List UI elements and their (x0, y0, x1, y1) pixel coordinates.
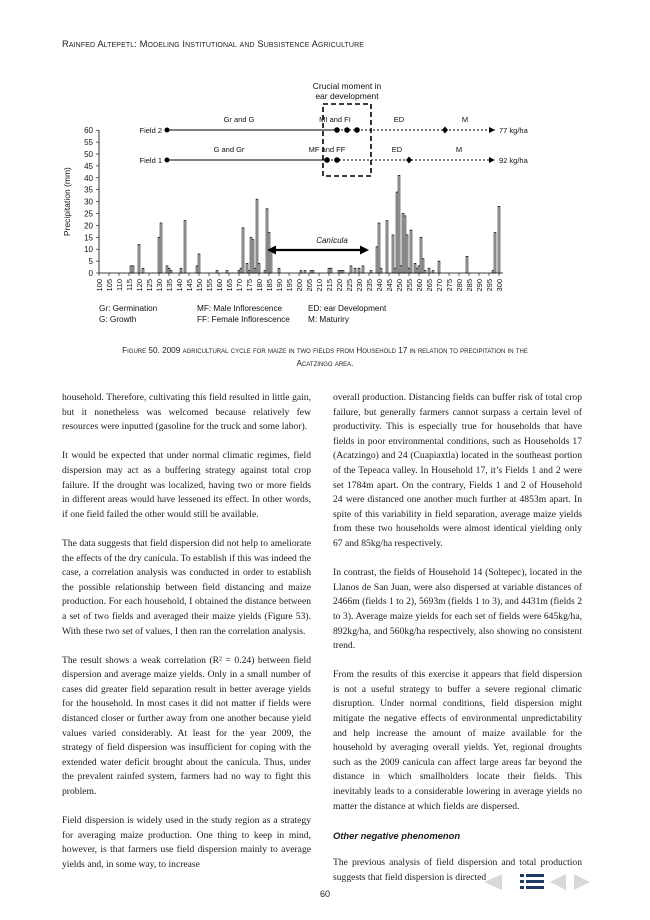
x-tick-label: 100 (95, 279, 104, 292)
x-tick-label: 225 (345, 279, 354, 292)
previous-page-icon[interactable] (550, 874, 566, 890)
precipitation-figure (0, 0, 650, 340)
x-tick-label: 160 (215, 279, 224, 292)
right-column (333, 391, 582, 900)
precipitation-bar (158, 237, 160, 273)
precipitation-bar (312, 271, 314, 273)
x-tick-label: 120 (135, 279, 144, 292)
yield-label: 77 kg/ha (499, 126, 528, 135)
precipitation-bar (414, 263, 416, 273)
paragraph: In contrast, the fields of Household 14 (Soltepec), located in the Llanos de San Juan, were also dispersed at variable distances of 2466m (fields 1 to 2), 5693m (fields 1 to 3), and 4431m (fields 2 to 3). Average maize yields for each set of fields were 645kg/ha, 892kg/ha, and 560kg/ha respectively, also showing no consistent trend. (333, 567, 582, 652)
precipitation-bar (198, 254, 200, 273)
precipitation-bar (498, 206, 500, 273)
precipitation-bar (424, 271, 426, 273)
legend-entry: Gr: Germination (99, 304, 158, 313)
paragraph: It would be expected that under normal climatic regimes, field dispersion may act as a buffering strategy against total crop failure. If the drought was localized, having two or more fields in different areas would have lessened its effect. In other words, if one field failed the other would still be available. (62, 450, 311, 520)
stage-label: G and Gr (213, 145, 245, 154)
precipitation-bar (370, 271, 372, 273)
x-tick-label: 285 (465, 279, 474, 292)
caption-line-2: Acatzingo area. (296, 359, 354, 368)
canicula-label: Canícula (316, 236, 348, 245)
paragraph: household. Therefore, cultivating this field resulted in little gain, but it nonetheless was welcomed because relatively few resources were inputted (gasoline for the truck and some labor). (62, 392, 311, 433)
precipitation-bar (304, 271, 306, 273)
precipitation-bar (240, 268, 242, 273)
x-tick-label: 280 (455, 279, 464, 292)
stage-label: MI and FI (319, 115, 351, 124)
chart-axes (62, 126, 504, 291)
precipitation-bar (138, 244, 140, 273)
precipitation-bar (248, 271, 250, 273)
x-tick-label: 145 (185, 279, 194, 292)
precipitation-bar (264, 271, 266, 273)
precipitation-bar (422, 259, 424, 273)
legend-entry: G: Growth (99, 315, 137, 324)
stage-dot (334, 157, 340, 163)
paragraph: overall production. Distancing fields can buffer risk of total crop failure, but generally farmers cannot surpass a certain level of productivity. This is especially true for households that have fields in poor environmental conditions, such as Households 17 (Acatzingo) and 24 (Cuapiaxtla) located in the southeast portion of the Tepeaca valley. In Household 17, it’s Fields 1 and 2 were set 1784m apart. On the contrary, Fields 1 and 2 of Household 24 were distanced one another much further at 4853m apart. In spite of this variability in field separation, average maize yields from these two households were almost identical yielding only 67 and 85kg/ha respectively. (333, 392, 582, 549)
stage-dot (324, 157, 330, 163)
precipitation-bar (266, 209, 268, 273)
precipitation-bar (428, 268, 430, 273)
precipitation-bar (398, 175, 400, 273)
x-tick-label: 290 (475, 279, 484, 292)
precipitation-bar (132, 266, 134, 273)
x-tick-label: 265 (425, 279, 434, 292)
precipitation-bar (160, 223, 162, 273)
stage-label: M (455, 145, 463, 154)
y-tick-label: 50 (84, 150, 93, 159)
x-tick-label: 200 (295, 279, 304, 292)
paragraph: Field dispersion is widely used in the study region as a strategy for averaging maize production. One thing to keep in mind, however, is that farmers use field dispersion mainly to average yields and, in some way, to increase (62, 815, 311, 870)
x-tick-label: 300 (495, 279, 504, 292)
precipitation-bar (418, 266, 420, 273)
legend-entry: FF: Female Inflorescence (197, 315, 290, 324)
x-tick-label: 255 (405, 279, 414, 292)
precipitation-bar (278, 268, 280, 273)
precipitation-bar (310, 271, 312, 273)
precipitation-bar (268, 233, 270, 273)
x-tick-label: 240 (375, 279, 384, 292)
precipitation-bar (256, 199, 258, 273)
x-tick-label: 110 (115, 279, 124, 291)
x-tick-label: 245 (385, 279, 394, 292)
x-tick-label: 215 (325, 279, 334, 292)
x-tick-label: 195 (285, 279, 294, 292)
precipitation-bar (166, 266, 168, 273)
paragraph: From the results of this exercise it appears that field dispersion is not a useful strategy to buffer a severe regional climatic disruption. Under normal conditions, field dispersion might mitigate the negative effects of environmental unpredictability and help increase the amount of maize available for the household by averaging overall yields. Yet, regional droughts such as the 2009 canícula can affect large areas far beyond the distance in which smallholders locate their fields. This inevitably leads to a considerable lowering in average yields no matter the distance at which fields are dispersed. (333, 669, 582, 812)
field-arrow-head (489, 157, 495, 163)
page-navigation (482, 871, 594, 893)
x-tick-label: 190 (275, 279, 284, 292)
precipitation-bar (338, 271, 340, 273)
precipitation-bar (402, 214, 404, 274)
stage-label: M (461, 115, 469, 124)
stage-label: Gr and G (223, 115, 255, 124)
precipitation-bar (406, 235, 408, 273)
precipitation-bar (492, 271, 494, 273)
x-tick-label: 210 (315, 279, 324, 292)
x-tick-label: 130 (155, 279, 164, 292)
precipitation-bar (168, 268, 170, 273)
y-tick-label: 45 (84, 161, 93, 171)
precipitation-bar (250, 237, 252, 273)
y-tick-label: 40 (84, 173, 93, 183)
precipitation-bar (130, 266, 132, 273)
paragraph: The data suggests that field dispersion did not help to ameliorate the effects of the dry canícula. To establish if this was indeed the case, a correlation analysis was conducted in order to establish the possible relationship between field distancing and maize production. For each household, I obtained the distance between a set of two fields and averaged their maize yields (Figure 53). With these two set of values, I then ran the correlation analysis. (62, 537, 311, 637)
x-tick-label: 125 (145, 279, 154, 292)
precipitation-bar (216, 271, 218, 273)
precipitation-bar (330, 268, 332, 273)
precipitation-bar (258, 263, 260, 273)
x-tick-label: 235 (365, 279, 374, 292)
legend-entry: MF: Male Inflorescence (197, 304, 283, 313)
precipitation-bar (142, 268, 144, 273)
precipitation-bar (386, 221, 388, 273)
precipitation-bar (410, 230, 412, 273)
x-tick-label: 295 (485, 279, 494, 292)
x-tick-label: 260 (415, 279, 424, 292)
precipitation-bar (404, 216, 406, 273)
x-tick-label: 140 (175, 279, 184, 292)
precipitation-bar (394, 268, 396, 273)
precipitation-bar (466, 256, 468, 273)
precipitation-bar (340, 271, 342, 273)
precipitation-bar (242, 228, 244, 273)
stage-label: ED (391, 145, 403, 154)
stage-diamond (442, 127, 448, 134)
figure-caption (62, 344, 588, 370)
y-tick-label: 0 (88, 269, 93, 278)
y-tick-label: 5 (88, 257, 93, 267)
yield-label: 92 kg/ha (499, 156, 528, 165)
precipitation-bar (270, 249, 272, 273)
precipitation-bar (400, 266, 402, 273)
running-head: Rainfed Altepetl: Modeling Institutional and Subsistence Agriculture (62, 38, 364, 49)
x-tick-label: 170 (235, 279, 244, 292)
stage-label: MF and FF (308, 145, 346, 154)
precipitation-bar (362, 266, 364, 273)
precipitation-bar (180, 268, 182, 273)
y-axis-label: Precipitation (mm) (62, 167, 72, 237)
y-tick-label: 35 (84, 185, 93, 195)
canicula-arrow-right (360, 246, 369, 255)
y-tick-label: 25 (84, 209, 93, 219)
y-tick-label: 30 (84, 197, 93, 207)
y-tick-label: 60 (84, 126, 93, 136)
x-tick-label: 165 (225, 279, 234, 292)
precipitation-bar (376, 247, 378, 273)
first-page-icon[interactable] (484, 874, 502, 890)
menu-icon[interactable] (520, 874, 544, 889)
x-tick-label: 105 (105, 279, 114, 292)
y-tick-label: 15 (84, 233, 93, 243)
field-arrow-head (489, 127, 495, 133)
x-tick-label: 135 (165, 279, 174, 292)
precipitation-bar (196, 266, 198, 273)
precipitation-bar (170, 271, 172, 273)
left-column (62, 391, 311, 887)
stage-dot (344, 127, 350, 133)
precipitation-bar (328, 268, 330, 273)
x-tick-label: 250 (395, 279, 404, 292)
precipitation-bar (238, 271, 240, 273)
precipitation-bar (354, 268, 356, 273)
precipitation-bar (396, 192, 398, 273)
x-tick-label: 205 (305, 279, 314, 292)
x-tick-label: 115 (125, 279, 134, 291)
y-tick-label: 20 (84, 221, 93, 231)
precipitation-bar (420, 237, 422, 273)
precipitation-bar (416, 268, 418, 273)
paragraph: The previous analysis of field dispersion and total production suggests that field dispersion is directed (333, 857, 582, 883)
x-tick-label: 185 (265, 279, 274, 292)
paragraph: The result shows a weak correlation (R² = 0.24) between field dispersion and average maize yields. Only in a small number of cases did greater field separation result in better average yields for the household. In most cases it did not matter if fields were distanced closer or further away from one another because yield values varied considerably. At least for the year 2009, the strategy of field dispersion was insufficient for coping with the extended water deficit brought about the canícula. Thus, under the prevalent rainfed system, farmers had no way to fight this problem. (62, 654, 311, 798)
precipitation-bar (184, 221, 186, 273)
x-tick-label: 155 (205, 279, 214, 292)
next-page-icon[interactable] (574, 874, 590, 890)
crucial-label-line-1: Crucial moment in (312, 81, 382, 91)
precipitation-bar (300, 271, 302, 273)
stage-dot (334, 127, 340, 133)
x-tick-label: 175 (245, 279, 254, 292)
precipitation-bar (254, 268, 256, 273)
x-tick-label: 230 (355, 279, 364, 292)
precipitation-bar (342, 271, 344, 273)
precipitation-bar (432, 271, 434, 273)
precipitation-bar (226, 271, 228, 273)
stage-dot (354, 127, 360, 133)
field-label: Field 2 (139, 126, 162, 135)
stage-label: ED (393, 115, 405, 124)
x-tick-label: 150 (195, 279, 204, 292)
precipitation-bar (246, 263, 248, 273)
precipitation-bar (392, 235, 394, 273)
precipitation-bar (252, 240, 254, 273)
section-heading: Other negative phenomenon (333, 829, 461, 841)
x-tick-label: 220 (335, 279, 344, 292)
precipitation-bar (494, 233, 496, 273)
precipitation-bar (438, 261, 440, 273)
legend-entry: ED: ear Development (308, 304, 387, 313)
precipitation-bar (350, 266, 352, 273)
x-tick-label: 270 (435, 279, 444, 292)
legend-entry: M: Maturiry (308, 315, 349, 324)
precipitation-bar (358, 268, 360, 273)
precipitation-bar (408, 268, 410, 273)
field-label: Field 1 (139, 156, 162, 165)
crop-cycle-overlay (139, 81, 528, 255)
precipitation-bar (380, 268, 382, 273)
x-tick-label: 180 (255, 279, 264, 292)
x-tick-label: 275 (445, 279, 454, 292)
y-tick-label: 55 (84, 138, 93, 148)
crucial-label-line-2: ear development (315, 91, 379, 101)
figure-legend (99, 304, 387, 324)
y-tick-label: 10 (84, 245, 93, 255)
stage-diamond (406, 157, 412, 164)
caption-line-1: Figure 50. 2009 agricultural cycle for maize in two fields from Household 17 in relation to precipitation in the (122, 346, 528, 355)
precipitation-bar (378, 223, 380, 273)
precipitation-bars (130, 175, 500, 273)
page-number: 60 (319, 889, 330, 899)
